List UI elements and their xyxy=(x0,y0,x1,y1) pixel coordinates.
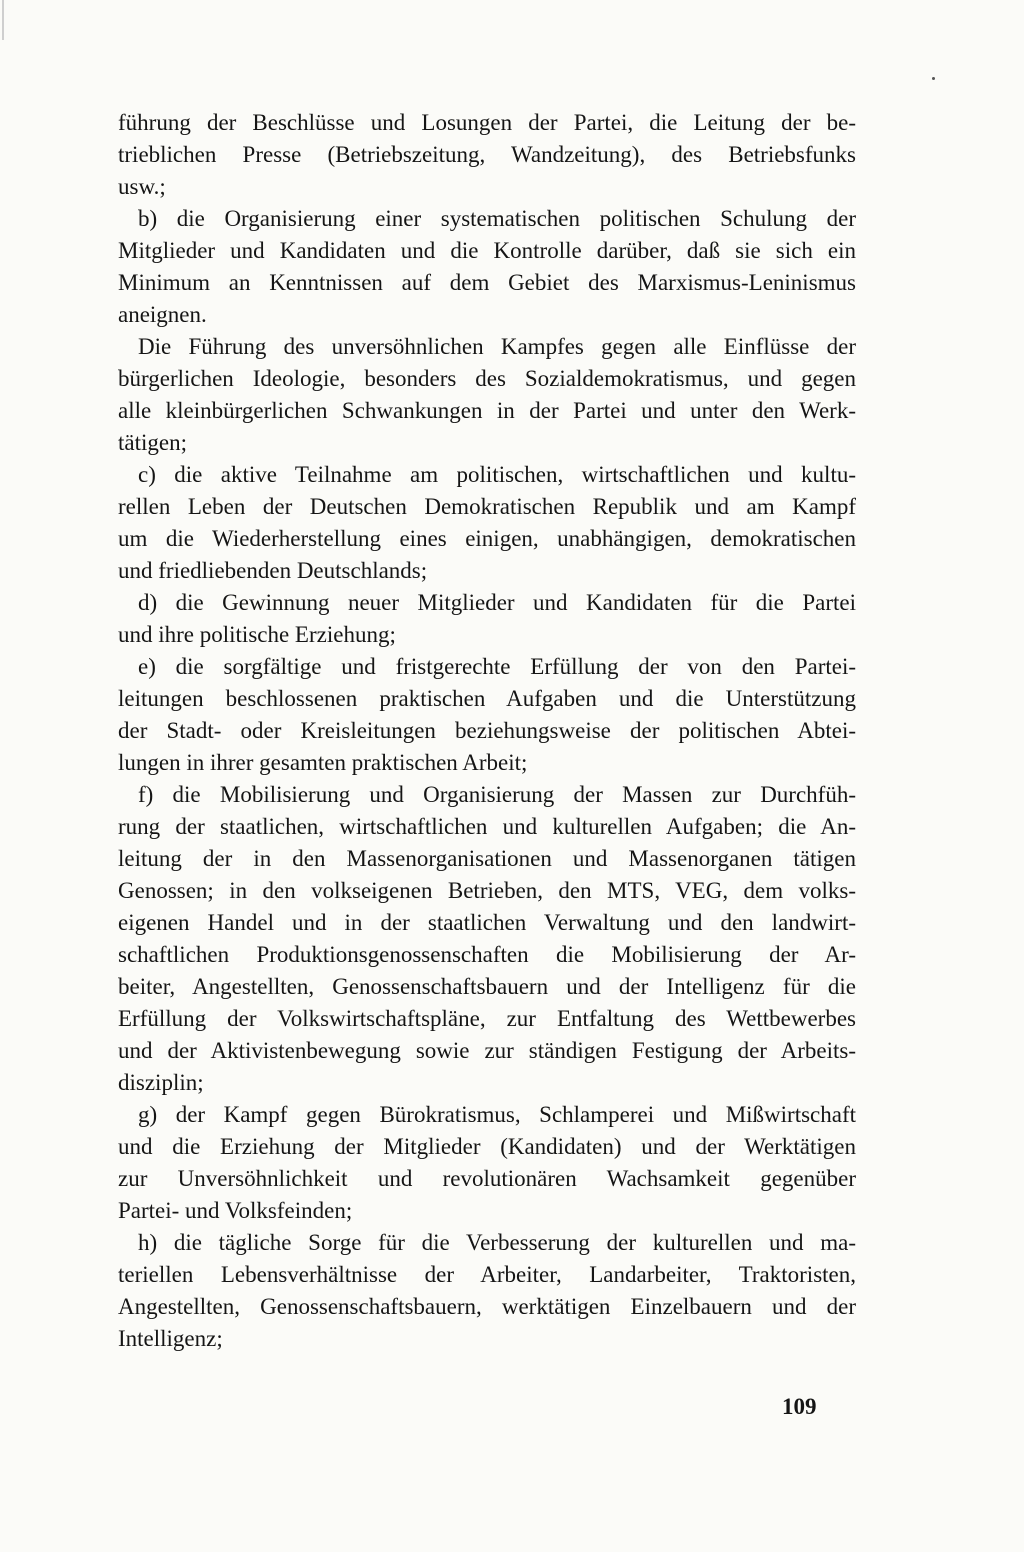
text-line: Minimum an Kenntnissen auf dem Gebiet des Marxismus-Leninismus xyxy=(118,270,856,295)
text-line: g) der Kampf gegen Bürokratismus, Schlamperei und Mißwirtschaft xyxy=(138,1102,856,1127)
text-line: usw.; xyxy=(118,174,166,199)
text-line: c) die aktive Teilnahme am politischen, wirtschaftlichen und kultu- xyxy=(138,462,856,487)
text-line: leitung der in den Massenorganisationen und Massenorganen tätigen xyxy=(118,846,856,871)
text-line: tätigen; xyxy=(118,430,187,455)
text-line: zur Unversöhnlichkeit und revolutionären Wachsamkeit gegenüber xyxy=(118,1166,856,1191)
text-line: schaftlichen Produktionsgenossenschaften die Mobilisierung der Ar- xyxy=(118,942,856,967)
page-number: 109 xyxy=(782,1394,817,1419)
text-line: f) die Mobilisierung und Organisierung der Massen zur Durchfüh- xyxy=(138,782,856,807)
body-text xyxy=(118,107,856,1355)
text-line: Partei- und Volksfeinden; xyxy=(118,1198,353,1223)
text-line: führung der Beschlüsse und Losungen der Partei, die Leitung der be- xyxy=(118,110,856,135)
text-line: und ihre politische Erziehung; xyxy=(118,622,396,647)
text-line: eigenen Handel und in der staatlichen Verwaltung und den landwirt- xyxy=(118,910,856,935)
text-line: leitungen beschlossenen praktischen Aufgaben und die Unterstützung xyxy=(118,686,856,711)
text-line: Angestellten, Genossenschaftsbauern, werktätigen Einzelbauern und der xyxy=(118,1294,856,1319)
scan-dust-dot xyxy=(932,77,935,80)
text-line: e) die sorgfältige und fristgerechte Erfüllung der von den Partei- xyxy=(138,654,856,679)
text-line: disziplin; xyxy=(118,1070,204,1095)
text-line: d) die Gewinnung neuer Mitglieder und Kandidaten für die Partei xyxy=(138,590,856,615)
text-line: rellen Leben der Deutschen Demokratischen Republik und am Kampf xyxy=(118,494,856,519)
text-line: alle kleinbürgerlichen Schwankungen in der Partei und unter den Werk- xyxy=(118,398,856,423)
text-line: lungen in ihrer gesamten praktischen Arbeit; xyxy=(118,750,528,775)
text-line: Die Führung des unversöhnlichen Kampfes gegen alle Einflüsse der xyxy=(138,334,856,359)
text-line: der Stadt- oder Kreisleitungen beziehungsweise der politischen Abtei- xyxy=(118,718,856,743)
text-line: um die Wiederherstellung eines einigen, unabhängigen, demokratischen xyxy=(118,526,856,551)
scan-edge-mark xyxy=(2,0,4,40)
text-line: b) die Organisierung einer systematischen politischen Schulung der xyxy=(138,206,856,231)
text-line: bürgerlichen Ideologie, besonders des Sozialdemokratismus, und gegen xyxy=(118,366,856,391)
text-line: beiter, Angestellten, Genossenschaftsbauern und der Intelligenz für die xyxy=(118,974,856,999)
text-line: rung der staatlichen, wirtschaftlichen und kulturellen Aufgaben; die An- xyxy=(118,814,856,839)
text-line: aneignen. xyxy=(118,302,207,327)
text-line: und friedliebenden Deutschlands; xyxy=(118,558,428,583)
text-line: Intelligenz; xyxy=(118,1326,223,1351)
text-line: teriellen Lebensverhältnisse der Arbeiter, Landarbeiter, Traktoristen, xyxy=(118,1262,856,1287)
text-line: h) die tägliche Sorge für die Verbesserung der kulturellen und ma- xyxy=(138,1230,856,1255)
text-line: trieblichen Presse (Betriebszeitung, Wandzeitung), des Betriebsfunks xyxy=(118,142,856,167)
text-line: und die Erziehung der Mitglieder (Kandidaten) und der Werktätigen xyxy=(118,1134,856,1159)
text-line: Erfüllung der Volkswirtschaftspläne, zur Entfaltung des Wettbewerbes xyxy=(118,1006,856,1031)
text-line: Mitglieder und Kandidaten und die Kontrolle darüber, daß sie sich ein xyxy=(118,238,856,263)
text-line: und der Aktivistenbewegung sowie zur ständigen Festigung der Arbeits- xyxy=(118,1038,856,1063)
text-line: Genossen; in den volkseigenen Betrieben, den MTS, VEG, dem volks- xyxy=(118,878,856,903)
